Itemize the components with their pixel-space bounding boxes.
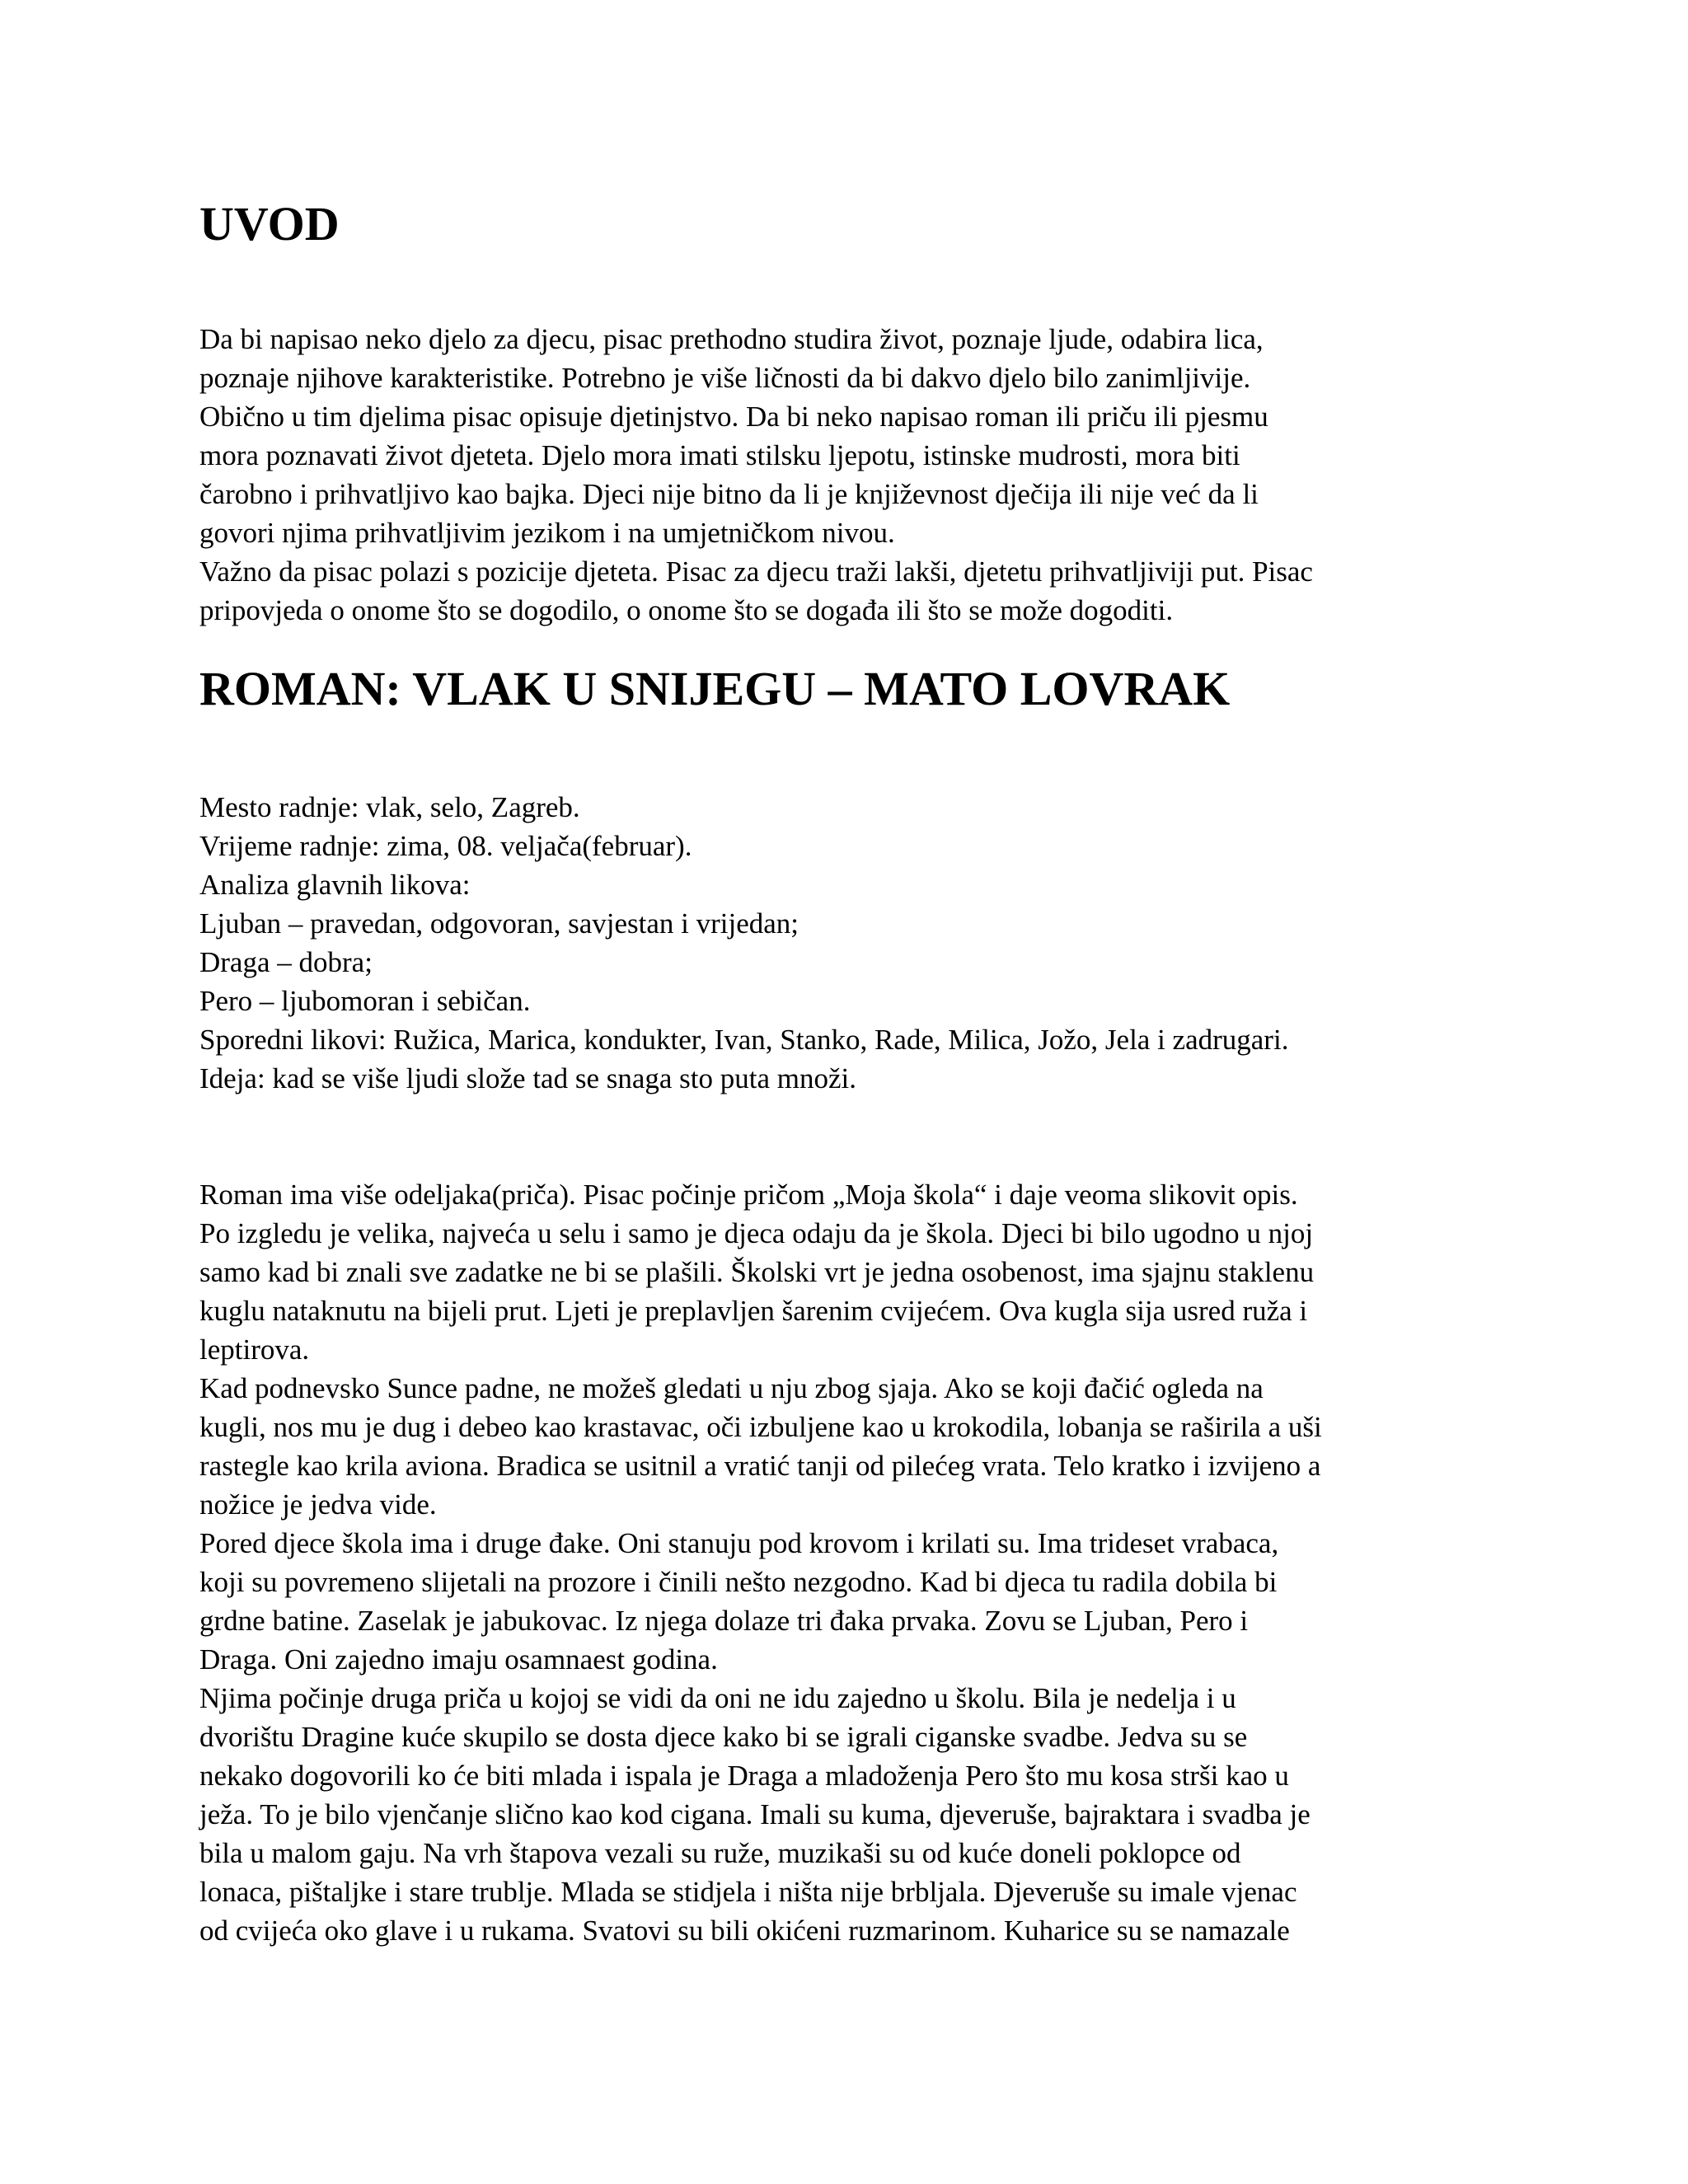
- fact-line: Vrijeme radnje: zima, 08. veljača(februar).: [199, 830, 692, 862]
- text-line: poznaje njihove karakteristike. Potrebno je više ličnosti da bi dakvo djelo bilo zanimljivije.: [199, 362, 1251, 394]
- story-line: Njima počinje druga priča u kojoj se vidi da oni ne idu zajedno u školu. Bila je nedelja i u: [199, 1682, 1236, 1714]
- story-line: leptirova.: [199, 1333, 310, 1366]
- story-line: rastegle kao krila aviona. Bradica se usitnil a vratić tanji od pilećeg vrata. Telo kratko i izvijeno a: [199, 1450, 1321, 1482]
- section-spacer: [199, 1098, 1502, 1175]
- story-line: grdne batine. Zaselak je jabukovac. Iz njega dolaze tri đaka prvaka. Zovu se Ljuban, Pero i: [199, 1605, 1249, 1637]
- story-line: dvorištu Dragine kuće skupilo se dosta djece kako bi se igrali ciganske svadbe. Jedva su se: [199, 1721, 1248, 1753]
- text-line: Važno da pisac polazi s pozicije djeteta. Pisac za djecu traži lakši, djetetu prihvatljiviji put. Pisac: [199, 555, 1313, 588]
- story-line: Kad podnevsko Sunce padne, ne možeš gledati u nju zbog sjaja. Ako se koji đačić ogleda na: [199, 1372, 1264, 1404]
- uvod-paragraph: [199, 320, 1502, 630]
- text-line: mora poznavati život djeteta. Djelo mora imati stilsku ljepotu, istinske mudrosti, mora biti: [199, 439, 1240, 471]
- story-line: Roman ima više odeljaka(priča). Pisac počinje pričom „Moja škola“ i daje veoma slikovit opis.: [199, 1179, 1298, 1211]
- roman-story: [199, 1175, 1502, 1950]
- story-line: kugli, nos mu je dug i debeo kao krastavac, oči izbuljene kao u krokodila, lobanja se raširila a uši: [199, 1411, 1322, 1443]
- story-line: ježa. To je bilo vjenčanje slično kao kod cigana. Imali su kuma, djeveruše, bajraktara i svadba je: [199, 1798, 1311, 1830]
- story-line: kuglu nataknutu na bijeli prut. Ljeti je preplavljen šarenim cvijećem. Ova kugla sija usred ruža i: [199, 1295, 1308, 1327]
- story-line: lonaca, pištaljke i stare trublje. Mlada se stidjela i ništa nije brbljala. Djeveruše su imale vjenac: [199, 1876, 1297, 1908]
- story-line: Po izgledu je velika, najveća u selu i samo je djeca odaju da je škola. Djeci bi bilo ugodno u njoj: [199, 1217, 1314, 1249]
- fact-line: Analiza glavnih likova:: [199, 869, 471, 901]
- fact-line: Mesto radnje: vlak, selo, Zagreb.: [199, 791, 580, 823]
- story-line: Draga. Oni zajedno imaju osamnaest godina.: [199, 1643, 718, 1675]
- story-line: Pored djece škola ima i druge đake. Oni stanuju pod krovom i krilati su. Ima trideset vrabaca,: [199, 1527, 1279, 1559]
- story-line: bila u malom gaju. Na vrh štapova vezali su ruže, muzikaši su od kuće doneli poklopce od: [199, 1837, 1241, 1869]
- text-line: pripovjeda o onome što se dogodilo, o onome što se događa ili što se može dogoditi.: [199, 594, 1174, 626]
- story-line: samo kad bi znali sve zadatke ne bi se plašili. Školski vrt je jedna osobenost, ima sjajnu staklenu: [199, 1256, 1315, 1288]
- text-line: Da bi napisao neko djelo za djecu, pisac prethodno studira život, poznaje ljude, odabira lica,: [199, 323, 1264, 355]
- heading-uvod: UVOD: [199, 197, 340, 251]
- fact-line: Pero – ljubomoran i sebičan.: [199, 985, 531, 1017]
- heading-roman: ROMAN: VLAK U SNIJEGU – MATO LOVRAK: [199, 662, 1231, 715]
- roman-facts: [199, 788, 1502, 1098]
- text-line: Obično u tim djelima pisac opisuje djetinjstvo. Da bi neko napisao roman ili priču ili pjesmu: [199, 401, 1268, 433]
- fact-line: Ideja: kad se više ljudi slože tad se snaga sto puta množi.: [199, 1062, 857, 1094]
- story-line: od cvijeća oko glave i u rukama. Svatovi su bili okićeni ruzmarinom. Kuharice su se namazale: [199, 1915, 1290, 1947]
- story-line: koji su povremeno slijetali na prozore i činili nešto nezgodno. Kad bi djeca tu radila dobila bi: [199, 1566, 1278, 1598]
- fact-line: Draga – dobra;: [199, 946, 373, 978]
- text-line: govori njima prihvatljivim jezikom i na umjetničkom nivou.: [199, 517, 895, 549]
- story-line: nožice je jedva vide.: [199, 1488, 437, 1521]
- fact-line: Sporedni likovi: Ružica, Marica, kondukter, Ivan, Stanko, Rade, Milica, Jožo, Jela i zadrugari.: [199, 1024, 1289, 1056]
- text-line: čarobno i prihvatljivo kao bajka. Djeci nije bitno da li je književnost dječija ili nije već da li: [199, 478, 1259, 510]
- story-line: nekako dogovorili ko će biti mlada i ispala je Draga a mladoženja Pero što mu kosa strši kao u: [199, 1760, 1289, 1792]
- page-content: [199, 198, 1502, 1950]
- fact-line: Ljuban – pravedan, odgovoran, savjestan i vrijedan;: [199, 907, 799, 940]
